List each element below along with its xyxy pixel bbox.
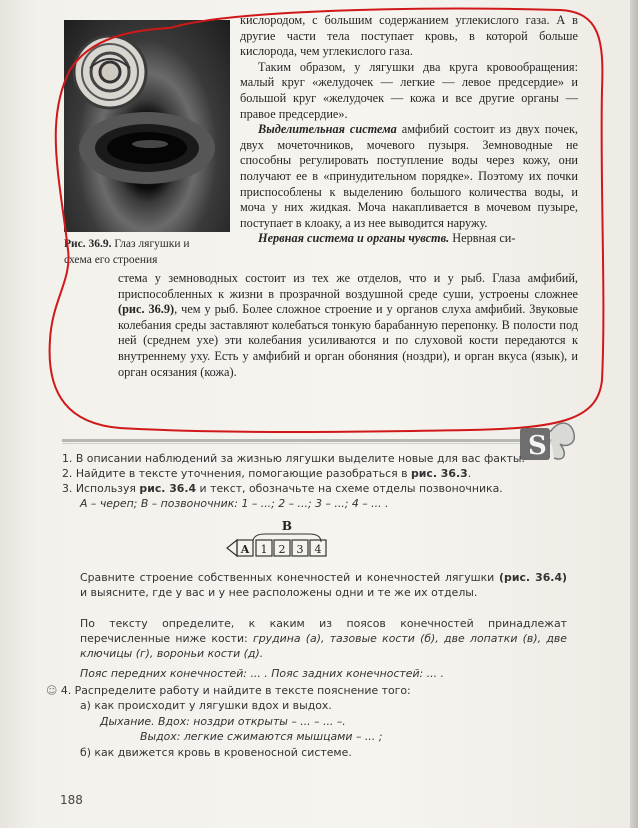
nervous-text-a: стема у земноводных состоит из тех же отделов, что и у рыб. Глаза амфибий, приспособленных к жизни в прозрачной воздушной среде суши, устроены сложнее xyxy=(118,271,578,301)
question-3-hint: А – череп; В – позвоночник: 1 – ...; 2 – ...; 3 – ...; 4 – ... . xyxy=(80,497,389,510)
diagram-arrow-icon xyxy=(227,540,237,556)
paragraph-excretory xyxy=(240,122,578,231)
paragraph-oxygen: кислородом, с большим содержанием углекислого газа. А в другие части тела поступает кровь, в которой больше кислорода, чем углекислого газа. xyxy=(240,13,578,59)
q3-ref: рис. 36.4 xyxy=(139,482,197,495)
q3-text-a: 3. Используя xyxy=(62,482,140,495)
full-width-text xyxy=(118,271,578,380)
caption-text: Глаз лягушки и схема его строения xyxy=(64,238,190,266)
question-4b: б) как движется кровь в кровеносной системе. xyxy=(80,746,352,759)
section-divider xyxy=(62,439,567,442)
question-1: 1. В описании наблюдений за жизнью лягушки выделите новые для вас факты. xyxy=(62,452,525,465)
page-edge-shadow xyxy=(630,0,638,828)
questions-section-icon xyxy=(520,414,578,464)
question-2 xyxy=(62,466,471,481)
question-3 xyxy=(62,481,503,496)
excretory-text: амфибий состоит из двух почек, двух мочеточников, мочевого пузыря. Земноводные не способны регулировать поступление воды через кожу, они получают ее в «принудительном порядке». Поэтому их почки приспособлены к выделению большого количества воды, и моча у них жидкая. Моча накапливается в мочевом пузыре, поступает в клоаку, а из нее выводится наружу. xyxy=(240,122,578,230)
exhale-line: Выдох: легкие сжимаются мышцами – ... ; xyxy=(140,730,383,743)
compare-ref: (рис. 36.4) xyxy=(499,571,567,584)
section-divider-thin xyxy=(62,443,567,444)
nervous-title: Нервная система и органы чувств. xyxy=(258,231,450,246)
partner-icon: ☺ xyxy=(46,684,58,697)
bones-text-b: грудина (а), тазовые кости (б), две лопатки (в), две ключицы (г), вороньи кости (д). xyxy=(80,632,567,661)
figure-caption xyxy=(64,236,204,268)
compare-text-b: и выясните, где у вас и у нее расположены одни и те же их отделы. xyxy=(80,586,478,600)
bones-task xyxy=(80,616,567,662)
nervous-text-b: , чем у рыб. Более сложное строение и у органов слуха амфибий. Звуковые колебания среды заставляют колебаться тонкую барабанную перепонку. В полости под ней (среднем ухе) эти колебания усиливаются и по слуховой кости передаются к внутреннему уху. Есть у амфибий и орган обоняния (ноздри), и орган вкуса (язык), и орган осязания (кожа). xyxy=(118,302,578,379)
spine-diagram xyxy=(225,518,345,562)
figure-ref: (рис. 36.9) xyxy=(118,302,175,317)
q2-ref: рис. 36.3 xyxy=(411,467,468,480)
diagram-cell-4: 4 xyxy=(314,543,322,556)
diagram-cell-3: 3 xyxy=(296,543,304,556)
column-text xyxy=(240,13,578,247)
frog-eye-photo xyxy=(64,20,230,232)
eye-diagram-icon xyxy=(64,20,230,232)
compare-text-a: Сравните строение собственных конечностей и конечностей лягушки xyxy=(80,571,495,584)
question-4 xyxy=(46,683,411,698)
paragraph-circulation: Таким образом, у лягушки два круга кровообращения: малый круг «желудочек — легкие — левое предсердие» и большой круг «желудочек — кожа и все другие органы — правое предсердие». xyxy=(240,59,578,121)
q3-text-b: и текст, обозначьте на схеме отделы позвоночника. xyxy=(196,482,503,495)
diagram-label-b: B xyxy=(281,519,293,533)
bones-text-a: По тексту определите, к каким из поясов конечностей принадлежат перечисленные ниже кости: xyxy=(80,617,567,646)
diagram-label-a: A xyxy=(240,543,250,556)
question-4a: а) как происходит у лягушки вдох и выдох. xyxy=(80,699,332,712)
q2-text-b: . xyxy=(467,467,472,480)
paragraph-nervous-cont xyxy=(118,271,578,380)
q4-text: 4. Распределите работу и найдите в тексте пояснение того: xyxy=(60,684,411,697)
compare-task xyxy=(80,570,567,600)
paragraph-nervous-start xyxy=(240,231,578,247)
svg-text:S: S xyxy=(528,431,547,461)
excretory-title: Выделительная система xyxy=(258,122,397,137)
nervous-text-start: Нервная си- xyxy=(449,231,516,246)
q2-text-a: 2. Найдите в тексте уточнения, помогающие разобраться в xyxy=(62,467,411,480)
caption-label: Рис. 36.9. xyxy=(64,238,112,250)
page-number: 188 xyxy=(60,793,83,807)
diagram-cell-2: 2 xyxy=(278,543,286,556)
belts-line: Пояс передних конечностей: ... . Пояс задних конечностей: ... . xyxy=(80,667,444,680)
inhale-line: Дыхание. Вдох: ноздри открыты – ... – ... –. xyxy=(100,715,346,728)
diagram-cell-1: 1 xyxy=(260,543,268,556)
